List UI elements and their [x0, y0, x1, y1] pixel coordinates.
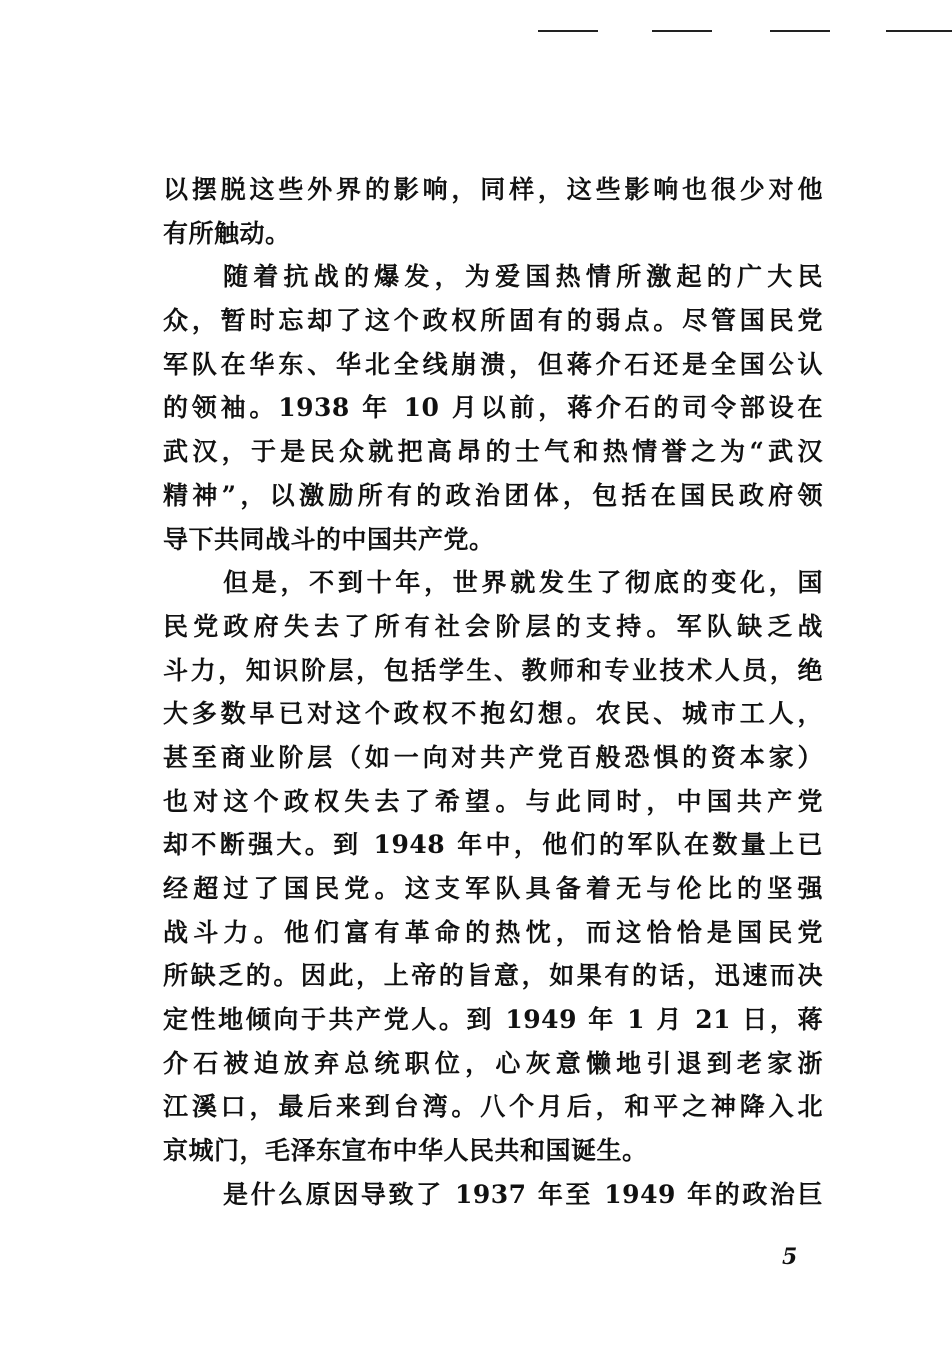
paragraph-first-line: 但是，不到十年，世界就发生了彻底的变化，国 [223, 568, 823, 598]
text-line: 导下共同战斗的中国共产党。 [163, 524, 495, 554]
text-line: 军队在华东、华北全线崩溃，但蒋介石还是全国公认 [163, 349, 823, 379]
header-rule-4 [886, 30, 952, 32]
text-line: 所缺乏的。因此，上帝的旨意，如果有的话，迅速而决 [163, 961, 823, 991]
text-line: 的领袖。1938 年 10 月以前，蒋介石的司令部设在 [163, 393, 823, 423]
text-line: 甚至商业阶层（如一向对共产党百般恐惧的资本家） [163, 742, 823, 772]
text-line: 精神”，以激励所有的政治团体，包括在国民政府领 [163, 480, 823, 510]
text-line: 大多数早已对这个政权不抱幻想。农民、城市工人， [163, 699, 823, 729]
page-number: 5 [782, 1244, 798, 1270]
text-line: 京城门，毛泽东宣布中华人民共和国诞生。 [163, 1136, 648, 1166]
header-rule-1 [538, 30, 598, 32]
paragraph-first-line: 随着抗战的爆发，为爱国热情所激起的广大民 [223, 262, 823, 292]
text-line: 也对这个政权失去了希望。与此同时，中国共产党 [163, 786, 823, 816]
paragraph-first-line: 是什么原因导致了 1937 年至 1949 年的政治巨 [223, 1179, 823, 1209]
text-line: 武汉，于是民众就把高昂的士气和热情誉之为“武汉 [163, 437, 823, 467]
text-line: 却不断强大。到 1948 年中，他们的军队在数量上已 [163, 830, 823, 860]
text-line: 有所触动。 [163, 218, 291, 248]
text-line: 介石被迫放弃总统职位，心灰意懒地引退到老家浙 [163, 1048, 823, 1078]
text-line: 斗力，知识阶层，包括学生、教师和专业技术人员，绝 [163, 655, 823, 685]
text-line: 江溪口，最后来到台湾。八个月后，和平之神降入北 [163, 1092, 823, 1122]
text-line: 以摆脱这些外界的影响，同样，这些影响也很少对他 [163, 175, 823, 204]
text-line: 经超过了国民党。这支军队具备着无与伦比的坚强 [163, 874, 823, 903]
text-line: 民党政府失去了所有社会阶层的支持。军队缺乏战 [163, 611, 823, 641]
text-line: 众，暂时忘却了这个政权所固有的弱点。尽管国民党 [163, 306, 823, 336]
page-body [163, 168, 823, 1217]
header-rule-3 [770, 30, 830, 32]
text-line: 战斗力。他们富有革命的热忱，而这恰恰是国民党 [163, 917, 823, 947]
header-rule-2 [652, 30, 712, 32]
text-line: 定性地倾向于共产党人。到 1949 年 1 月 21 日，蒋 [163, 1005, 823, 1035]
